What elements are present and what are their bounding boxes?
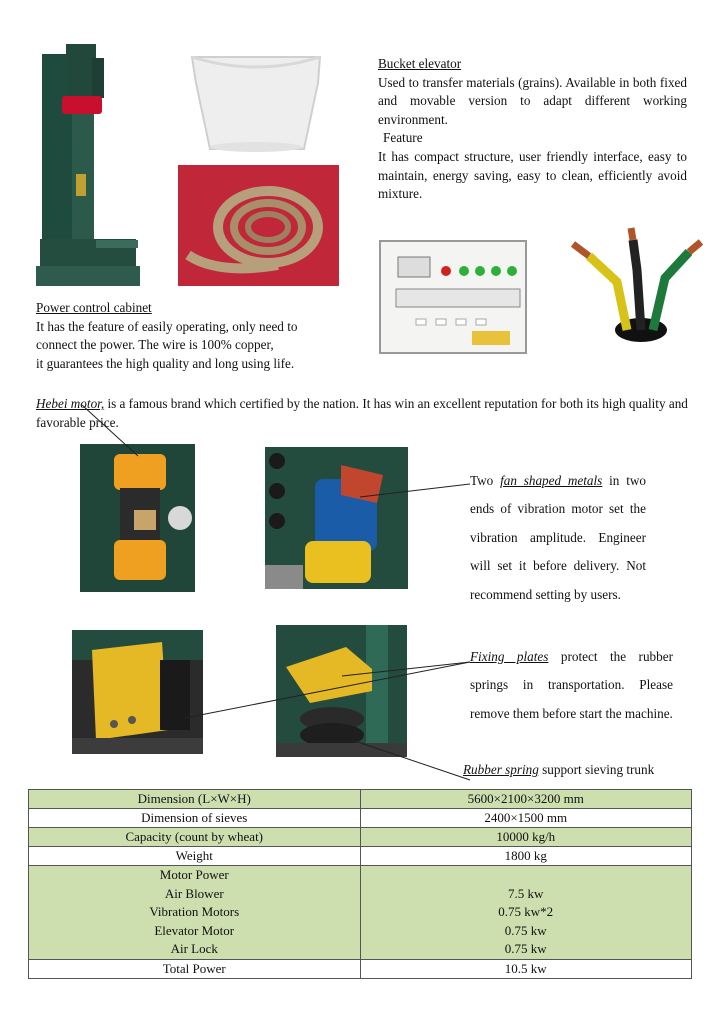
bucket-elevator-desc: Used to transfer materials (grains). Available in both fixed and movable version to adapt different working environment. bbox=[378, 74, 687, 127]
power-value: 0.75 kw bbox=[504, 922, 547, 938]
fan-note-pre: Two bbox=[470, 473, 501, 488]
table-row-total bbox=[29, 959, 692, 978]
spec-label: Dimension of sieves bbox=[29, 809, 361, 828]
bucket-elevator-block bbox=[378, 55, 687, 204]
table-row bbox=[29, 809, 692, 828]
power-cabinet-line: It has the feature of easily operating, only need to bbox=[36, 318, 298, 334]
spec-label: Dimension (L×W×H) bbox=[29, 790, 361, 809]
motor-paragraph bbox=[36, 394, 690, 432]
bucket-elevator-title: Bucket elevator bbox=[378, 56, 462, 71]
power-label: Elevator Motor bbox=[154, 922, 235, 938]
total-label: Total Power bbox=[29, 959, 361, 978]
fixing-note bbox=[470, 643, 673, 728]
fan-note-term: fan shaped metals bbox=[500, 473, 603, 488]
feature-label: Feature bbox=[383, 130, 423, 146]
spec-label: Capacity (count by wheat) bbox=[29, 828, 361, 847]
table-row bbox=[29, 847, 692, 866]
motor-brand: Hebei motor, bbox=[36, 396, 105, 411]
fan-note-post: in two ends of vibration motor set the vibration amplitude. Engineer will set it before delivery. Not recommend setting by users. bbox=[470, 473, 646, 602]
spring-note-post: support sieving trunk bbox=[538, 762, 655, 777]
motor-text: is a famous brand which certified by the nation. It has win an excellent reputation for both its high quality and favorable price. bbox=[36, 396, 688, 430]
table-row-power bbox=[29, 866, 692, 960]
spec-table bbox=[28, 789, 692, 979]
fixing-note-post: protect the rubber springs in transportation. Please remove them before start the machine. bbox=[470, 649, 673, 721]
table-row bbox=[29, 828, 692, 847]
power-value: 7.5 kw bbox=[508, 885, 544, 901]
power-cabinet-title: Power control cabinet bbox=[36, 300, 152, 315]
fan-note bbox=[470, 467, 646, 609]
power-label: Air Blower bbox=[164, 885, 224, 901]
spring-note-term: Rubber spring bbox=[463, 762, 539, 777]
spec-value: 10000 kg/h bbox=[360, 828, 692, 847]
power-cabinet-block bbox=[36, 299, 356, 373]
power-cabinet-line: it guarantees the high quality and long using life. bbox=[36, 355, 295, 371]
total-value: 10.5 kw bbox=[360, 959, 692, 978]
power-cabinet-line: connect the power. The wire is 100% copper, bbox=[36, 337, 274, 353]
spring-note bbox=[463, 761, 654, 779]
spec-value: 1800 kg bbox=[360, 847, 692, 866]
power-label: Vibration Motors bbox=[149, 904, 240, 920]
feature-text: It has compact structure, user friendly interface, easy to maintain, energy saving, easy to clean, efficiently avoid mixture. bbox=[378, 148, 687, 202]
table-row bbox=[29, 790, 692, 809]
power-labels-cell bbox=[29, 866, 361, 960]
fixing-note-term: Fixing plates bbox=[470, 649, 549, 664]
power-value: 0.75 kw*2 bbox=[498, 904, 554, 920]
power-value: 0.75 kw bbox=[504, 941, 547, 957]
spec-value: 2400×1500 mm bbox=[360, 809, 692, 828]
power-value bbox=[361, 866, 692, 885]
power-label: Air Lock bbox=[170, 941, 218, 957]
power-values-cell bbox=[360, 866, 692, 960]
spec-label: Weight bbox=[29, 847, 361, 866]
power-label: Motor Power bbox=[159, 867, 229, 882]
spec-value: 5600×2100×3200 mm bbox=[360, 790, 692, 809]
